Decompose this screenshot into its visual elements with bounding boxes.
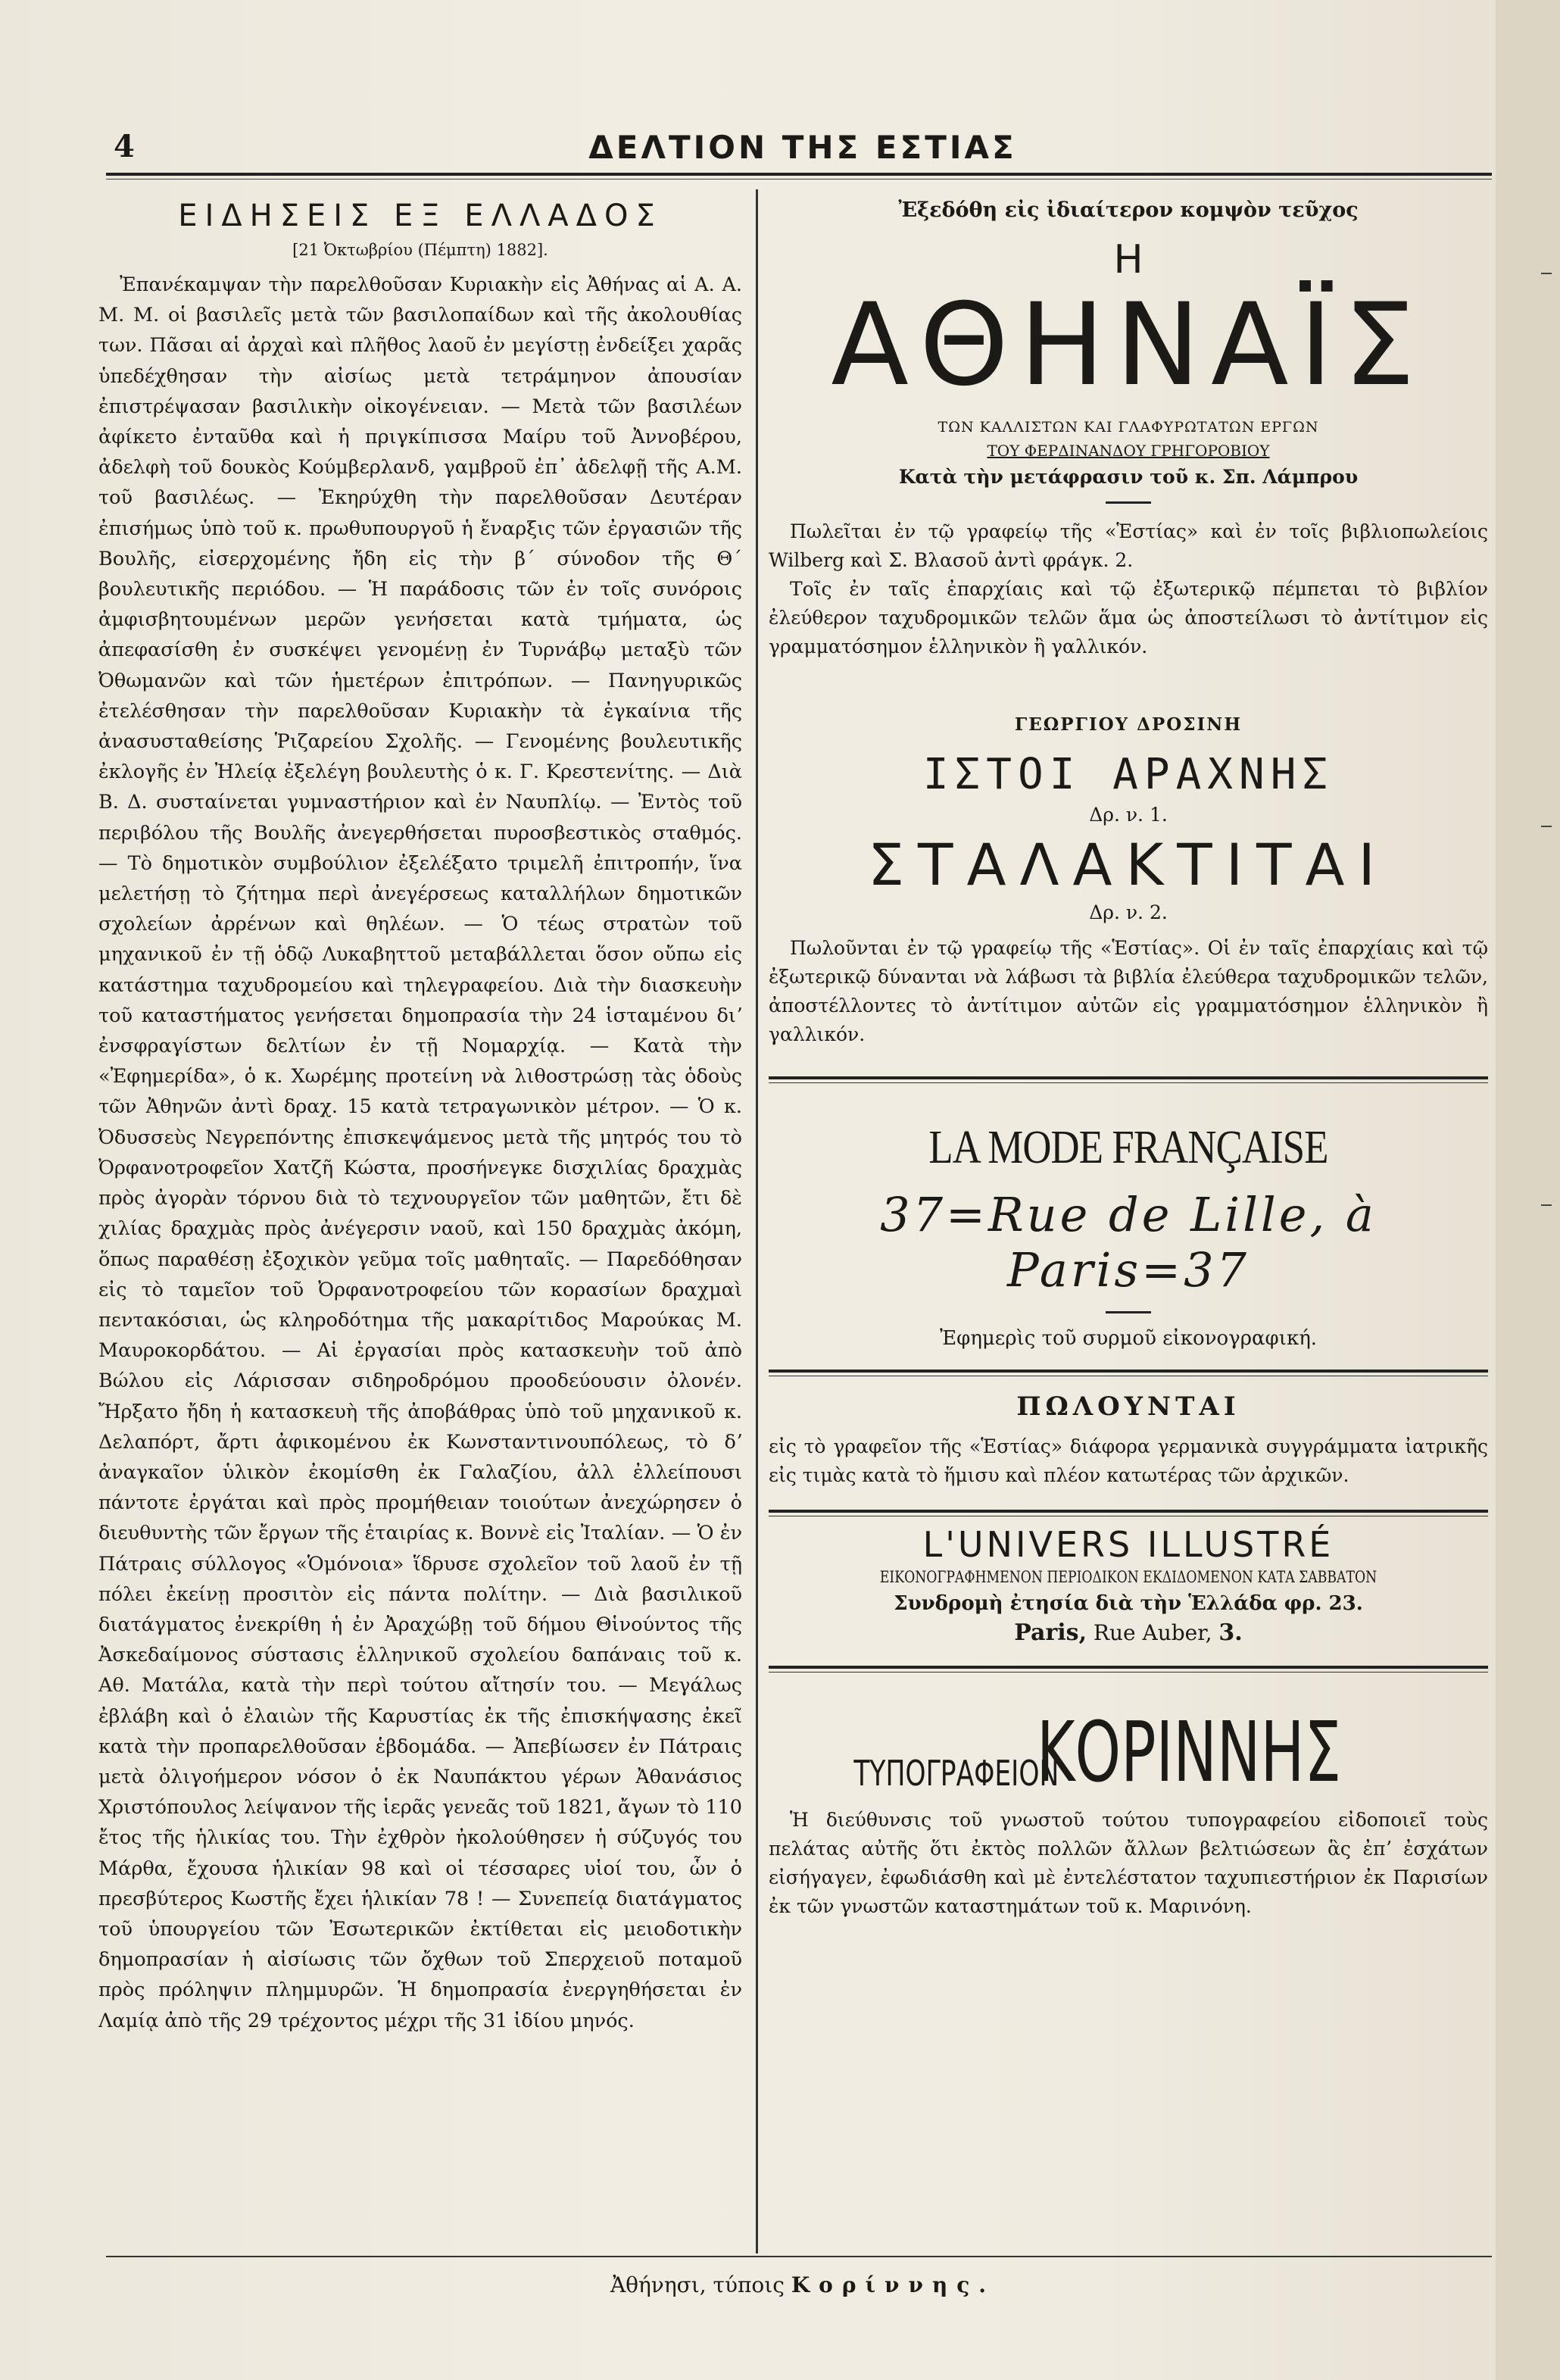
section-heading: ΕΙΔΗΣΕΙΣ ΕΞ ΕΛΛΑΔΟΣ: [178, 198, 663, 233]
book-title: ΙΣΤΟΙ ΑΡΑΧΝΗΣ: [922, 750, 1334, 799]
divider-dash: [1106, 1311, 1151, 1313]
ad-text: Πωλοῦνται ἐν τῷ γραφείῳ τῆς «Ἑστίας». Οἱ ἐν ταῖς ἐπαρχίαις καὶ τῷ ἐξωτερικῷ δύνανται νὰ λάβωσι τὰ βιβλία ἐλεύθερα ταχυδρομικῶν τελῶν, ἀποστέλλοντες τὸ ἀντίτιμον αὐτῶν εἰς γραμματόσημον ἑλληνικὸν ἢ γαλλικόν.: [769, 937, 1488, 1045]
univers-advertisement: [769, 1524, 1488, 1646]
address-city: Paris,: [1014, 1619, 1087, 1646]
ad-author: ΓΕΩΡΓΙΟΥ ΔΡΟΣΙΝΗ: [1014, 714, 1243, 735]
la-mode-advertisement: [769, 1121, 1488, 1350]
book-price: Δρ. ν. 1.: [1089, 804, 1168, 826]
ad-subtitle: ΕΙΚΟΝΟΓΡΑΦΗΜΕΝΟΝ ΠΕΡΙΟΔΙΚΟΝ ΕΚΔΙΔΟΜΕΝΟΝ ΚΑΤΑ ΣΑΒΒΑΤΟΝ: [879, 1568, 1377, 1586]
header-rule: [106, 173, 1492, 176]
dateline: [21 Ὀκτωβρίου (Πέμπτη) 1882].: [292, 241, 548, 259]
section-rule-thin: [769, 1082, 1488, 1083]
korinnis-advertisement: [769, 1704, 1488, 1921]
polountai-advertisement: [769, 1391, 1488, 1490]
address-number: 3.: [1218, 1619, 1243, 1646]
edge-mark: [1541, 1204, 1552, 1206]
ad-translation: Κατὰ τὴν μετάφρασιν τοῦ κ. Σπ. Λάμπρου: [898, 466, 1359, 488]
ad-title-small: ΤΥΠΟΓΡΑΦΕΙΟΝ: [853, 1753, 1059, 1794]
ad-article: Η: [1113, 237, 1143, 283]
ad-title: [769, 1704, 1488, 1801]
drosinis-advertisement: [769, 714, 1488, 1049]
page-number: 4: [114, 129, 135, 164]
section-rule: [769, 1510, 1488, 1513]
ad-address: 37=Rue de Lille, à Paris=37: [880, 1187, 1377, 1298]
ad-author: ΤΟΥ ΦΕΡΔΙΝΑΝΔΟΥ ΓΡΗΓΟΡΟΒΙΟΥ: [987, 442, 1270, 460]
ad-intro: Ἐξεδόθη εἰς ἰδιαίτερον κομψὸν τεῦχος: [898, 198, 1359, 222]
section-rule: [769, 1076, 1488, 1079]
edge-mark: [1541, 273, 1552, 274]
newspaper-title: ΔΕΛΤΙΟΝ ΤΗΣ ΕΣΤΙΑΣ: [588, 129, 1017, 166]
advertisement-column: [769, 198, 1488, 1921]
ad-title: LA MODE FRANÇAISE: [928, 1122, 1328, 1173]
edge-mark: [1541, 826, 1552, 827]
section-rule-thin: [769, 1672, 1488, 1673]
ad-subscription: Συνδρομὴ ἐτησία διὰ τὴν Ἑλλάδα φρ. 23.: [894, 1592, 1363, 1615]
imprint-name: Κορίννης.: [791, 2272, 996, 2297]
section-rule: [769, 1666, 1488, 1669]
news-column: [98, 198, 742, 2036]
imprint-prefix: Ἀθήνησι, τύποις: [610, 2272, 785, 2297]
header-rule-thin: [106, 179, 1492, 180]
ad-title-large: ΚΟΡΙΝΝΗΣ: [1036, 1704, 1341, 1801]
section-rule: [769, 1370, 1488, 1373]
ad-caption: Ἐφημερὶς τοῦ συρμοῦ εἰκονογραφική.: [939, 1327, 1318, 1350]
ad-subtitle: ΤΩΝ ΚΑΛΛΙΣΤΩΝ ΚΑΙ ΓΛΑΦΥΡΩΤΑΤΩΝ ΕΡΓΩΝ: [938, 419, 1319, 436]
ad-address: [769, 1619, 1488, 1646]
athinais-advertisement: [769, 198, 1488, 661]
ad-text: Πωλεῖται ἐν τῷ γραφείῳ τῆς «Ἑστίας» καὶ ἐν τοῖς βιβλιοπωλείοις Wilberg καὶ Σ. Βλασοῦ ἀντὶ φράγκ. 2.: [769, 520, 1488, 571]
address-street: Rue Auber,: [1093, 1620, 1212, 1645]
page-edge: [1496, 0, 1560, 2380]
ad-text: Ἡ διεύθυνσις τοῦ γνωστοῦ τούτου τυπογραφείου εἰδοποιεῖ τοὺς πελάτας αὐτῆς ὅτι ἐκτὸς πολλῶν ἄλλων βελτιώσεων ἃς ἐπʼ ἐσχάτων εἰσήγαγεν, ἐφωδιάσθη καὶ μὲ ἐντελέστατον ταχυπιεστήριον ἐκ Παρισίων ἐκ τῶν γνωστῶν καταστημάτων τοῦ κ. Μαρινόνη.: [769, 1809, 1488, 1917]
footer-rule: [106, 2256, 1492, 2257]
ad-title: ΠΩΛΟΥΝΤΑΙ: [1016, 1391, 1240, 1422]
ad-text: εἰς τὸ γραφεῖον τῆς «Ἑστίας» διάφορα γερμανικὰ συγγράμματα ἰατρικῆς εἰς τιμὰς κατὰ τὸ ἥμισυ καὶ πλέον κατωτέρας τῶν ἀρχικῶν.: [769, 1435, 1488, 1486]
book-title: ΣΤΑΛΑΚΤΙΤΑΙ: [868, 831, 1389, 898]
ad-text: Τοῖς ἐν ταῖς ἐπαρχίαις καὶ τῷ ἐξωτερικῷ πέμπεται τὸ βιβλίον ἐλεύθερον ταχυδρομικῶν τελῶν ἅμα ὡς ἀποστείλωσι τὸ ἀντίτιμον εἰς γραμματόσημον ἑλληνικὸν ἢ γαλλικόν.: [769, 578, 1488, 657]
news-body: Ἐπανέκαμψαν τὴν παρελθοῦσαν Κυριακὴν εἰς Ἀθήνας αἱ Α. Α. Μ. Μ. οἱ βασιλεῖς μετὰ τῶν βασιλοπαίδων καὶ τῆς ἀκολουθίας των. Πᾶσαι αἱ ἀρχαὶ καὶ πλῆθος λαοῦ ἐν μεγίστῃ ἐνδείξει χαρᾶς ὑπεδέχθησαν τὴν αἰσίως μετὰ τετράμηνον ἀπουσίαν ἐπιστρέψασαν βασιλικὴν οἰκογένειαν. — Μετὰ τῶν βασιλέων ἀφίκετο ἐνταῦθα καὶ ἡ πριγκίπισσα Μαίρυ τοῦ Ἀννοβέρου, ἀδελφὴ τοῦ δουκὸς Κούμβερλανδ, γαμβροῦ ἐπ᾿ ἀδελφῇ τῆς Α.Μ. τοῦ βασιλέως. — Ἐκηρύχθη τὴν παρελθοῦσαν Δευτέραν ἐπισήμως ὑπὸ τοῦ κ. πρωθυπουργοῦ ἡ ἔναρξις τῶν ἐργασιῶν τῆς Βουλῆς, εἰσερχομένης ἤδη εἰς τὴν β´ σύνοδον τῆς Θ´ βουλευτικῆς περιόδου. — Ἡ παράδοσις τῶν ἐν τοῖς συνόροις ἀμφισβητουμένων μερῶν γενήσεται κατὰ τμήματα, ὡς ἀπεφασίσθη ἐν συσκέψει γενομένῃ ἐν Τυρνάβῳ μεταξὺ τῶν Ὀθωμανῶν καὶ τῶν ἡμετέρων ἐπιτρόπων. — Πανηγυρικῶς ἐτελέσθησαν τὴν παρελθοῦσαν Κυριακὴν τὰ ἐγκαίνια τῆς ἀνασυσταθείσης Ῥιζαρείου Σχολῆς. — Γενομένης βουλευτικῆς ἐκλογῆς ἐν Ἠλείᾳ ἐξελέγη βουλευτὴς ὁ κ. Γ. Κρεστενίτης. — Διὰ Β. Δ. συσταίνεται γυμναστήριον καὶ ἐν Ναυπλίῳ. — Ἐντὸς τοῦ περιβόλου τῆς Βουλῆς ἀνεγερθήσεται πυροσβεστικὸς σταθμός. — Τὸ δημοτικὸν συμβούλιον ἐξελέξατο τριμελῆ ἐπιτροπήν, ἵνα μελετήσῃ τὸ ζήτημα περὶ ἀνεγέρσεως καταλλήλων δημοτικῶν σχολείων ἀρρένων καὶ θηλέων. — Ὁ τέως στρατὼν τοῦ μηχανικοῦ ἐν τῇ ὁδῷ Λυκαβηττοῦ μεταβάλλεται ὅσον οὔπω εἰς κατάστημα ταχυδρομείου καὶ τηλεγραφείου. Διὰ τὴν διασκευὴν τοῦ καταστήματος γενήσεται δημοπρασία τὴν 24 ἱσταμένου διʼ ἐνσφραγίστων δελτίων ἐν τῇ Νομαρχίᾳ. — Κατὰ τὴν «Ἐφημερίδα», ὁ κ. Χωρέμης προτείνη νὰ λιθοστρώσῃ τὰς ὁδοὺς τῶν Ἀθηνῶν ἀντὶ δραχ. 15 κατὰ τετραγωνικὸν μέτρον. — Ὁ κ. Ὀδυσσεὺς Νεγρεπόντης ἐπισκεψάμενος μετὰ τῆς μητρός του τὸ Ὀρφανοτροφεῖον Χατζῆ Κώστα, προσήνεγκε δισχιλίας δραχμὰς πρὸς ἀγορὰν τόρνου διὰ τὸ τεχνουργεῖον τῶν μαθητῶν, ἔτι δὲ χιλίας δραχμὰς πρὸς ἀνέγερσιν ναοῦ, καὶ 150 δραχμὰς ἀκόμη, ὅπως παραθέσῃ ἐξοχικὸν γεῦμα τοῖς μαθηταῖς. — Παρεδόθησαν εἰς τὸ ταμεῖον τοῦ Ὀρφανοτροφείου τῶν κορασίων δραχμαὶ πεντακόσιαι, ὡς κληροδότημα τῆς μακαρίτιδος Μαρούκας Μ. Μαυροκορδάτου. — Αἱ ἐργασίαι πρὸς κατασκευὴν τοῦ ἀπὸ Βώλου εἰς Λάρισσαν σιδηροδρόμου προοδεύουσιν ὀλονέν. Ἤρξατο ἤδη ἡ κατασκευὴ τῆς ἀποβάθρας ὑπὸ τοῦ μηχανικοῦ κ. Δελαπόρτ, ἄρτι ἀφικομένου ἐκ Κωνσταντινουπόλεως, τὸ δʼ ἀναγκαῖον ὑλικὸν ἐκομίσθη ἐκ Γαλαζίου, ἀλλ ἐλλείπουσι πάντοτε ἐργάται καὶ πρὸς προμήθειαν τοιούτων ἀνεχώρησεν ὁ διευθυντὴς τῶν ἔργων τῆς ἑταιρίας κ. Βοννὲ εἰς Ἰταλίαν. — Ὁ ἐν Πάτραις σύλλογος «Ὁμόνοια» ἵδρυσε σχολεῖον τοῦ λαοῦ ἐν τῇ πόλει ἐκείνῃ προσιτὸν εἰς πάντα πολίτην. — Διὰ βασιλικοῦ διατάγματος ἐνεκρίθη ἡ ἐν Ἀραχώβῃ τοῦ δήμου Θἱνούντος τῆς Ἀσκεδαίμονος σύστασις ἑλληνικοῦ σχολείου δαπάναις τοῦ κ. Αθ. Ματάλα, κατὰ τὴν περὶ τούτου αἴτησίν του. — Μεγάλως ἐβλάβη καὶ ὁ ἐλαιὼν τῆς Καρυστίας ἐκ τῆς ἐπισκήψασης ἐκεῖ κατὰ τὴν προπαρελθοῦσαν ἑβδομάδα. — Ἀπεβίωσεν ἐν Πάτραις μετὰ ὀλιγοήμερον νόσον ὁ ἐκ Ναυπάκτου γέρων Ἀθανάσιος Χριστόπουλος λείψανον τῆς ἱερᾶς γενεᾶς τοῦ 1821, ἄγων τὸ 110 ἔτος τῆς ἡλικίας του. Τὴν ἐχθρὸν ἠκολούθησεν ἡ σύζυγός του Μάρθα, ἔχουσα ἡλικίαν 98 καὶ οἱ τέσσαρες υἱοί του, ὧν ὁ πρεσβύτερος Κωστῆς ἔχει ἡλικίαν 78 ! — Συνεπείᾳ διατάγματος τοῦ ὑπουργείου τῶν Ἐσωτερικῶν ἐκτίθεται εἰς μειοδοτικὴν δημοπρασίαν ἡ αἰσίωσις τῶν ὄχθων τοῦ Σπερχειοῦ ποταμοῦ πρὸς πρόληψιν πλημμυρῶν. Ἡ δημοπρασία ἐνεργηθήσεται ἐν Λαμίᾳ ἀπὸ τῆς 29 τρέχοντος μέχρι τῆς 31 ἰδίου μηνός.: [98, 273, 742, 2032]
ad-title: ΑΘΗΝΑΪΣ: [831, 280, 1426, 411]
column-divider: [756, 189, 758, 2254]
printer-imprint: [424, 2272, 1181, 2297]
ad-title: L'UNIVERS ILLUSTRÉ: [922, 1524, 1334, 1565]
divider-dash: [1106, 501, 1151, 504]
book-price: Δρ. ν. 2.: [1089, 901, 1168, 923]
